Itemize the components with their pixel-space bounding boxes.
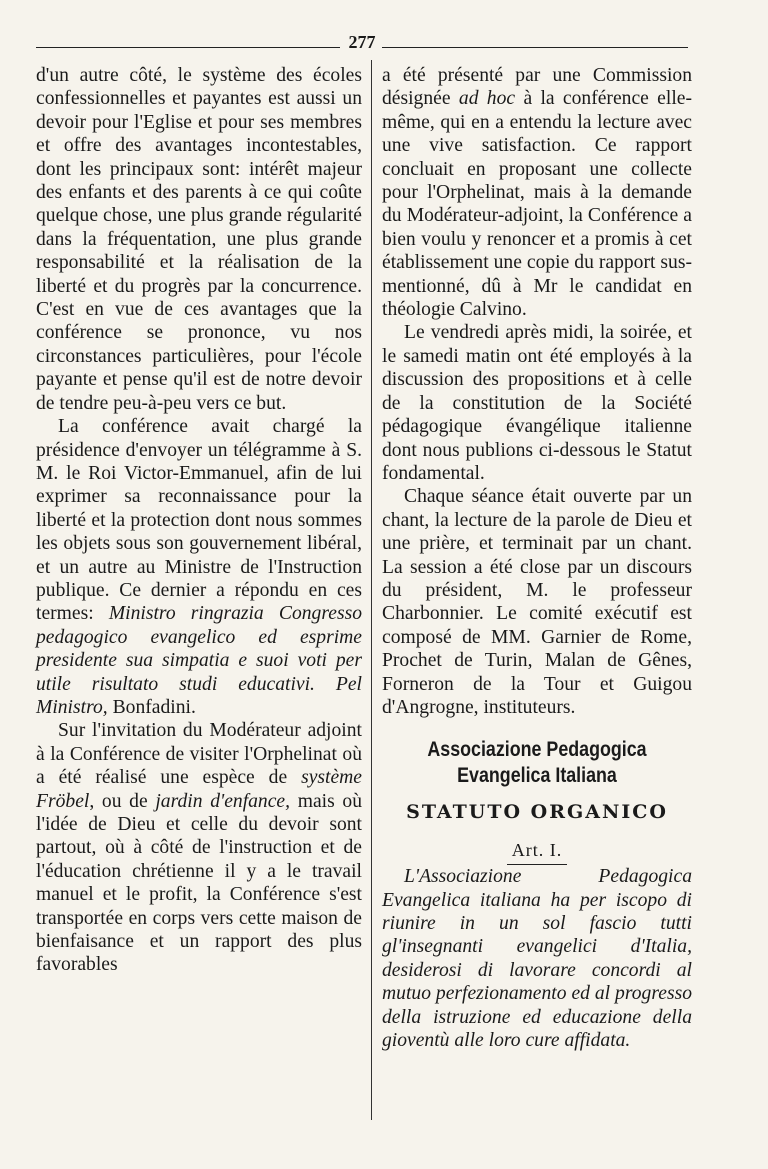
paragraph: Chaque séance était ouverte par un chant, la lecture de la parole de Dieu et une prière, et terminait par un chant. La session a été close par un discours du président, M. le professeur Charbonnier. Le comité exécutif est composé de MM. Garnier de Rome, Prochet de Turin, Malan de Gênes, Forneron de la Tour et Guigou d'Angrogne, instituteurs. xyxy=(382,486,692,718)
signature: Bonfadini. xyxy=(112,696,196,718)
statute-title: STATUTO ORGANICO xyxy=(406,801,668,824)
paragraph: d'un autre côté, le système des écoles confessionnelles et payantes est aussi un devoir pour l'Eglise et pour ses membres et offre des avantages incontestables, dont les principaux sont: intérêt majeur des enfants et des parents à ce qui coûte quelque chose, une plus grande régularité dans la fréquentation, une plus grande responsabilité et la réalisation de la liberté et du progrès par la concurrence. C'est en vue de ces avantages que la conférence se prononce, vu nos circonstances particulières, pour l'école payante et pense qu'il est de notre devoir de tendre peu-à-peu vers ce but. xyxy=(36,65,362,414)
page-header xyxy=(36,30,688,60)
page-number: 277 xyxy=(348,32,376,52)
paragraph xyxy=(36,415,362,719)
header-rule-left xyxy=(36,47,340,48)
section-title-line: Associazione Pedagogica xyxy=(427,738,647,762)
telegram-text: Ministro ringrazia Congresso pedagogico evangelico ed esprime presidente sua simpatia e suoi voti per utile risultato studi educativi. Pel Ministro, xyxy=(36,603,362,718)
text: a été présenté par une Commission désignée xyxy=(382,65,692,110)
column-divider xyxy=(371,60,372,1120)
paragraph xyxy=(36,719,362,976)
left-column xyxy=(36,64,362,977)
term-italic: jardin d'enfance, xyxy=(155,790,291,812)
paragraph: Le vendredi après midi, la soirée, et le samedi matin ont été employés à la discussion des propositions et à celle de la constitution de la Société pédagogique évangélique italienne dont nous publions ci-dessous le Statut fondamental. xyxy=(382,322,692,484)
paragraph xyxy=(382,64,692,321)
text: mais où l'idée de Dieu et celle du devoir sont partout, où à côté de l'instruction et de l'éducation chrétienne il y a le travail manuel et le profit, la Conférence s'est transportée en corps vers cette maison de bienfaisance et un rapport des plus favorables xyxy=(36,790,362,976)
term-italic: système Fröbel xyxy=(36,767,362,812)
section-title-line: Evangelica Italiana xyxy=(457,764,617,788)
text: à la conférence elle-même, qui en a entendu la lecture avec une vive satisfaction. Ce rapport concluait en proposant une collecte pour l'Orphelinat, mais à la demande du Modérateur-adjoint, la Conférence a bien voulu y renoncer et a promis à cet établissement une copie du rapport sus-mentionné, dû à Mr le candidat en théologie Calvino. xyxy=(382,88,692,321)
article-text: L'Associazione Pedagogica Evangelica italiana ha per iscopo di riunire in un sol fascio tutti gl'insegnanti evangelici d'Italia, desiderosi di lavorare concordi al mutuo perfezionamento ed al progresso della istruzione ed educazione della gioventù alle loro cure affidata. xyxy=(382,866,692,1052)
right-column xyxy=(382,64,692,1052)
header-rule-right xyxy=(382,47,688,48)
text: La conférence avait chargé la présidence d'envoyer un télégramme à S. M. le Roi Victor-Emmanuel, afin de lui exprimer sa reconnaissance pour la liberté et la protection dont nous sommes les objets sous son gouvernement libéral, et un autre au Ministre de l'Instruction publique. Ce dernier a répondu en ces termes: xyxy=(36,416,362,625)
term-italic: ad hoc xyxy=(458,88,516,110)
section-title xyxy=(405,737,669,789)
article-heading: Art. I. xyxy=(511,839,563,860)
text: Sur l'invitation du Modérateur adjoint à la Conférence de visiter l'Orphelinat où a été réalisé une espèce de xyxy=(36,720,362,789)
text: , ou de xyxy=(89,790,148,812)
